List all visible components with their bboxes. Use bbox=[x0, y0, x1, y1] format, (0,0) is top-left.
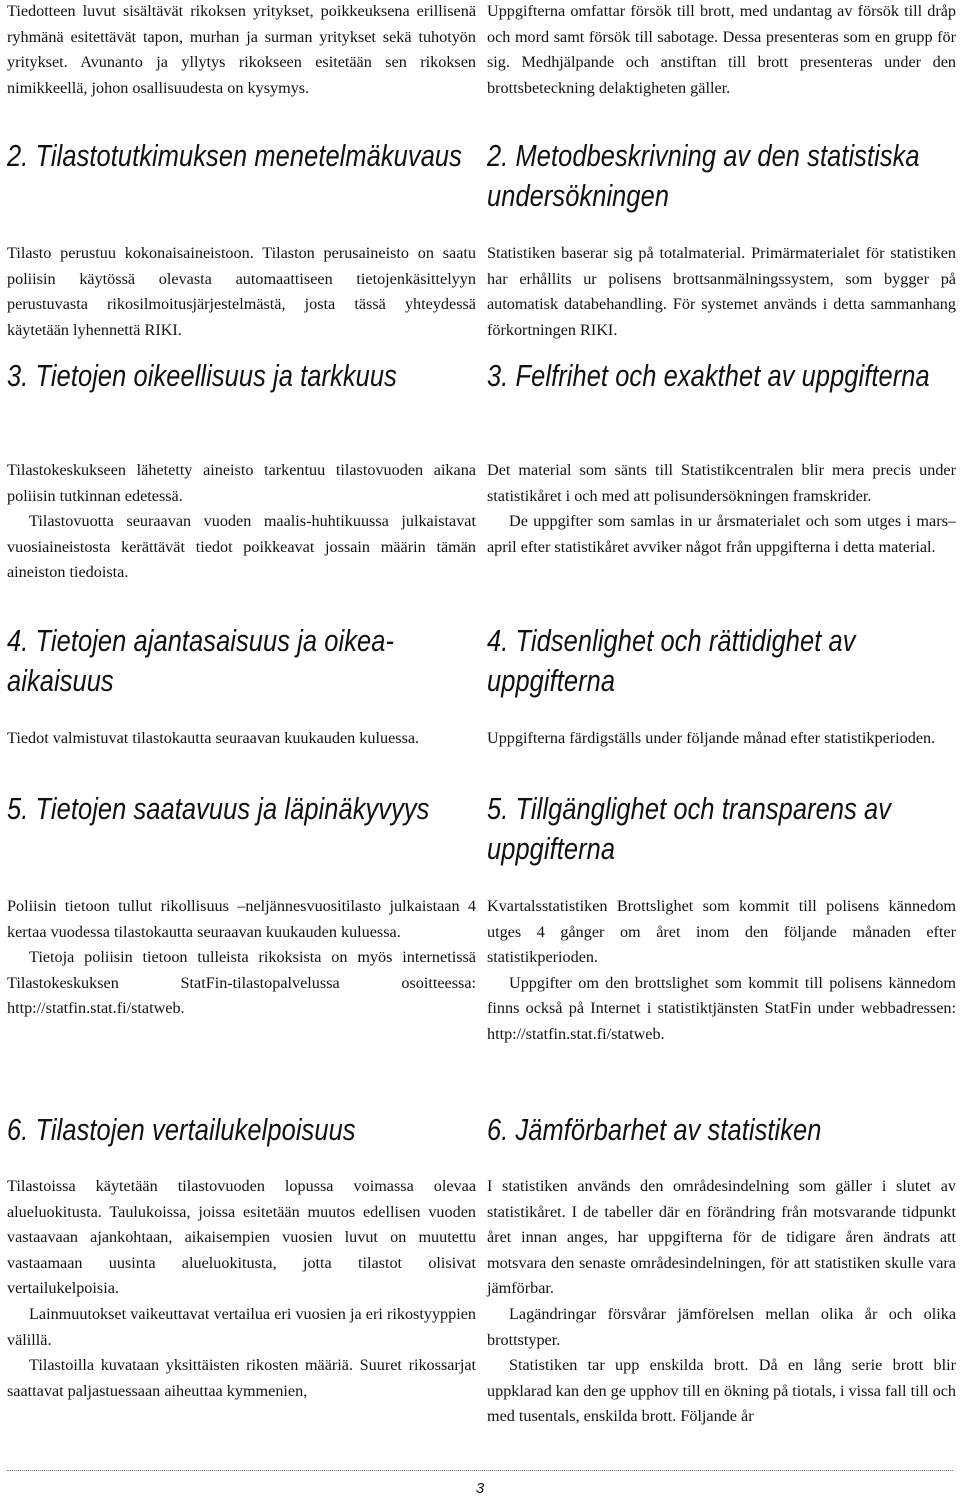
sv-section-3-paragraph-2: De uppgifter som samlas in ur årsmaterialet och som utges i mars–april efter statistikåret avviker något från uppgifterna i detta material. bbox=[487, 512, 956, 556]
fi-section-5-body bbox=[7, 894, 476, 1022]
sv-section-3-heading: 3. Felfrihet och exakthet av uppgifterna bbox=[487, 358, 930, 393]
fi-section-5 bbox=[7, 789, 476, 829]
fi-section-3-paragraph-2: Tilastovuotta seuraavan vuoden maalis-huhtikuussa julkaistavat vuosiaineistosta kerättävät tiedot poikkeavat jossain määrin tämän aineiston tiedoista. bbox=[7, 512, 476, 582]
fi-section-6 bbox=[7, 1110, 476, 1150]
fi-section-2 bbox=[7, 136, 476, 176]
sv-section-2-heading: 2. Metodbeskrivning av den statistiska undersökningen bbox=[487, 138, 920, 213]
fi-section-3-paragraph-1: Tilastokeskukseen lähetetty aineisto tarkentuu tilastovuoden aikana poliisin tutkinnan edetessä. bbox=[7, 461, 476, 505]
fi-intro-paragraph: Tiedotteen luvut sisältävät rikoksen yritykset, poikkeuksena erillisenä ryhmänä esitettävät tapon, murhan ja surman yritykset sekä tuhotyön yritykset. Avunanto ja yllytys rikokseen esitetään sen rikoksen nimikkeellä, johon osallisuudesta on kysymys. bbox=[7, 2, 476, 97]
sv-section-5-paragraph-2: Uppgifter om den brottslighet som kommit till polisens kännedom finns också på Internet i statistiktjänsten StatFin under webbadressen: http://statfin.stat.fi/statweb. bbox=[487, 973, 956, 1043]
fi-section-6-paragraph-3: Tilastoilla kuvataan yksittäisten rikosten määriä. Suuret rikossarjat saattavat paljastuessaan aiheuttaa kymmenien, bbox=[7, 1356, 476, 1400]
fi-section-4 bbox=[7, 621, 476, 701]
fi-section-5-paragraph-1: Poliisin tietoon tullut rikollisuus –neljännesvuositilasto julkaistaan 4 kertaa vuodessa tilastokautta seuraavan kuukauden kuluessa. bbox=[7, 897, 476, 941]
sv-section-4 bbox=[487, 621, 956, 701]
fi-section-2-body bbox=[7, 241, 476, 343]
fi-section-5-paragraph-2: Tietoja poliisin tietoon tulleista rikoksista on myös internetissä Tilastokeskuksen StatFin-tilastopalvelussa osoitteessa: http://statfin.stat.fi/statweb. bbox=[7, 948, 476, 1018]
sv-section-2-paragraph: Statistiken baserar sig på totalmaterial. Primärmaterialet för statistiken har erhållits ur polisens brottsanmälningssystem, som bygger på automatisk databehandling. För systemet används i detta sammanhang förkortningen RIKI. bbox=[487, 244, 956, 339]
sv-section-6-body bbox=[487, 1174, 956, 1430]
sv-section-6-paragraph-2: Lagändringar försvårar jämförelsen mellan olika år och olika brottstyper. bbox=[487, 1304, 956, 1349]
fi-section-5-heading: 5. Tietojen saatavuus ja läpinäkyvyys bbox=[7, 791, 430, 826]
fi-section-4-paragraph: Tiedot valmistuvat tilastokautta seuraavan kuukauden kuluessa. bbox=[7, 729, 420, 747]
fi-section-2-heading: 2. Tilastotutkimuksen menetelmäkuvaus bbox=[7, 138, 462, 173]
sv-section-5-paragraph-1: Kvartalsstatistiken Brottslighet som kommit till polisens kännedom utges 4 gånger om året inom den följande månaden efter statistikperioden. bbox=[487, 897, 956, 967]
fi-section-3 bbox=[7, 356, 476, 396]
fi-intro-block bbox=[7, 0, 476, 101]
fi-section-6-paragraph-1: Tilastoissa käytetään tilastovuoden lopussa voimassa olevaa alueluokitusta. Taulukoissa, joissa esitetään muutos edellisen vuoden vastaavaan ajankohtaan, aikaisempien vuosien luvut on muutettu vastaamaan uusinta alueluokitusta, jotta tilastot olisivat vertailukelpoisia. bbox=[7, 1177, 476, 1298]
sv-section-4-paragraph: Uppgifterna färdigställs under följande månad efter statistikperioden. bbox=[487, 729, 936, 747]
sv-section-3-body bbox=[487, 458, 956, 560]
sv-section-5-heading: 5. Tillgänglighet och transparens av uppgifterna bbox=[487, 791, 892, 866]
sv-section-2 bbox=[487, 136, 956, 216]
sv-section-6-heading: 6. Jämförbarhet av statistiken bbox=[487, 1112, 822, 1147]
sv-section-4-heading: 4. Tidsenlighet och rättidighet av uppgifterna bbox=[487, 623, 856, 698]
fi-section-3-body bbox=[7, 458, 476, 586]
fi-section-4-body bbox=[7, 726, 476, 752]
fi-section-4-heading: 4. Tietojen ajantasaisuus ja oikea-aikaisuus bbox=[7, 623, 395, 698]
fi-section-3-heading: 3. Tietojen oikeellisuus ja tarkkuus bbox=[7, 358, 397, 393]
fi-section-2-paragraph: Tilasto perustuu kokonaisaineistoon. Tilaston perusaineisto on saatu poliisin käytössä olevasta automaattiseen tietojenkäsittelyyn perustuvasta rikosilmoitusjärjestelmästä, josta tässä yhteydessä käytetään lyhennettä RIKI. bbox=[7, 244, 476, 339]
footer-divider bbox=[7, 1470, 953, 1471]
sv-intro-block bbox=[487, 0, 956, 101]
sv-section-2-body bbox=[487, 241, 956, 343]
sv-section-3-paragraph-1: Det material som sänts till Statistikcentralen blir mera precis under statistikåret i och med att polisundersökningen framskrider. bbox=[487, 461, 956, 505]
sv-section-6 bbox=[487, 1110, 956, 1150]
sv-section-4-body bbox=[487, 726, 956, 752]
sv-section-3 bbox=[487, 356, 956, 396]
fi-section-6-heading: 6. Tilastojen vertailukelpoisuus bbox=[7, 1112, 356, 1147]
sv-section-5-body bbox=[487, 894, 956, 1048]
sv-section-6-paragraph-1: I statistiken används den områdesindelning som gäller i slutet av statistikåret. I de tabeller där en förändring från motsvarande tidpunkt året innan anges, har uppgifterna för de tidigare åren ändrats att motsvara den senaste områdesindelningen, för att statistiken skulle vara jämförbar. bbox=[487, 1177, 956, 1298]
sv-section-6-paragraph-3: Statistiken tar upp enskilda brott. Då en lång serie brott blir uppklarad kan den ge upphov till en ökning på tiotals, i vissa fall till och med tusentals, enskilda brott. Följande år bbox=[487, 1356, 956, 1426]
fi-section-6-body bbox=[7, 1174, 476, 1404]
sv-section-5 bbox=[487, 789, 956, 869]
sv-intro-paragraph: Uppgifterna omfattar försök till brott, med undantag av försök till dråp och mord samt försök till sabotage. Dessa presenteras som en grupp för sig. Medhjälpande och anstiftan till brott presenteras under den brottsbeteckning delaktigheten gäller. bbox=[487, 2, 956, 97]
page-number: 3 bbox=[475, 1480, 485, 1497]
fi-section-6-paragraph-2: Lainmuutokset vaikeuttavat vertailua eri vuosien ja eri rikostyyppien välillä. bbox=[7, 1304, 476, 1349]
